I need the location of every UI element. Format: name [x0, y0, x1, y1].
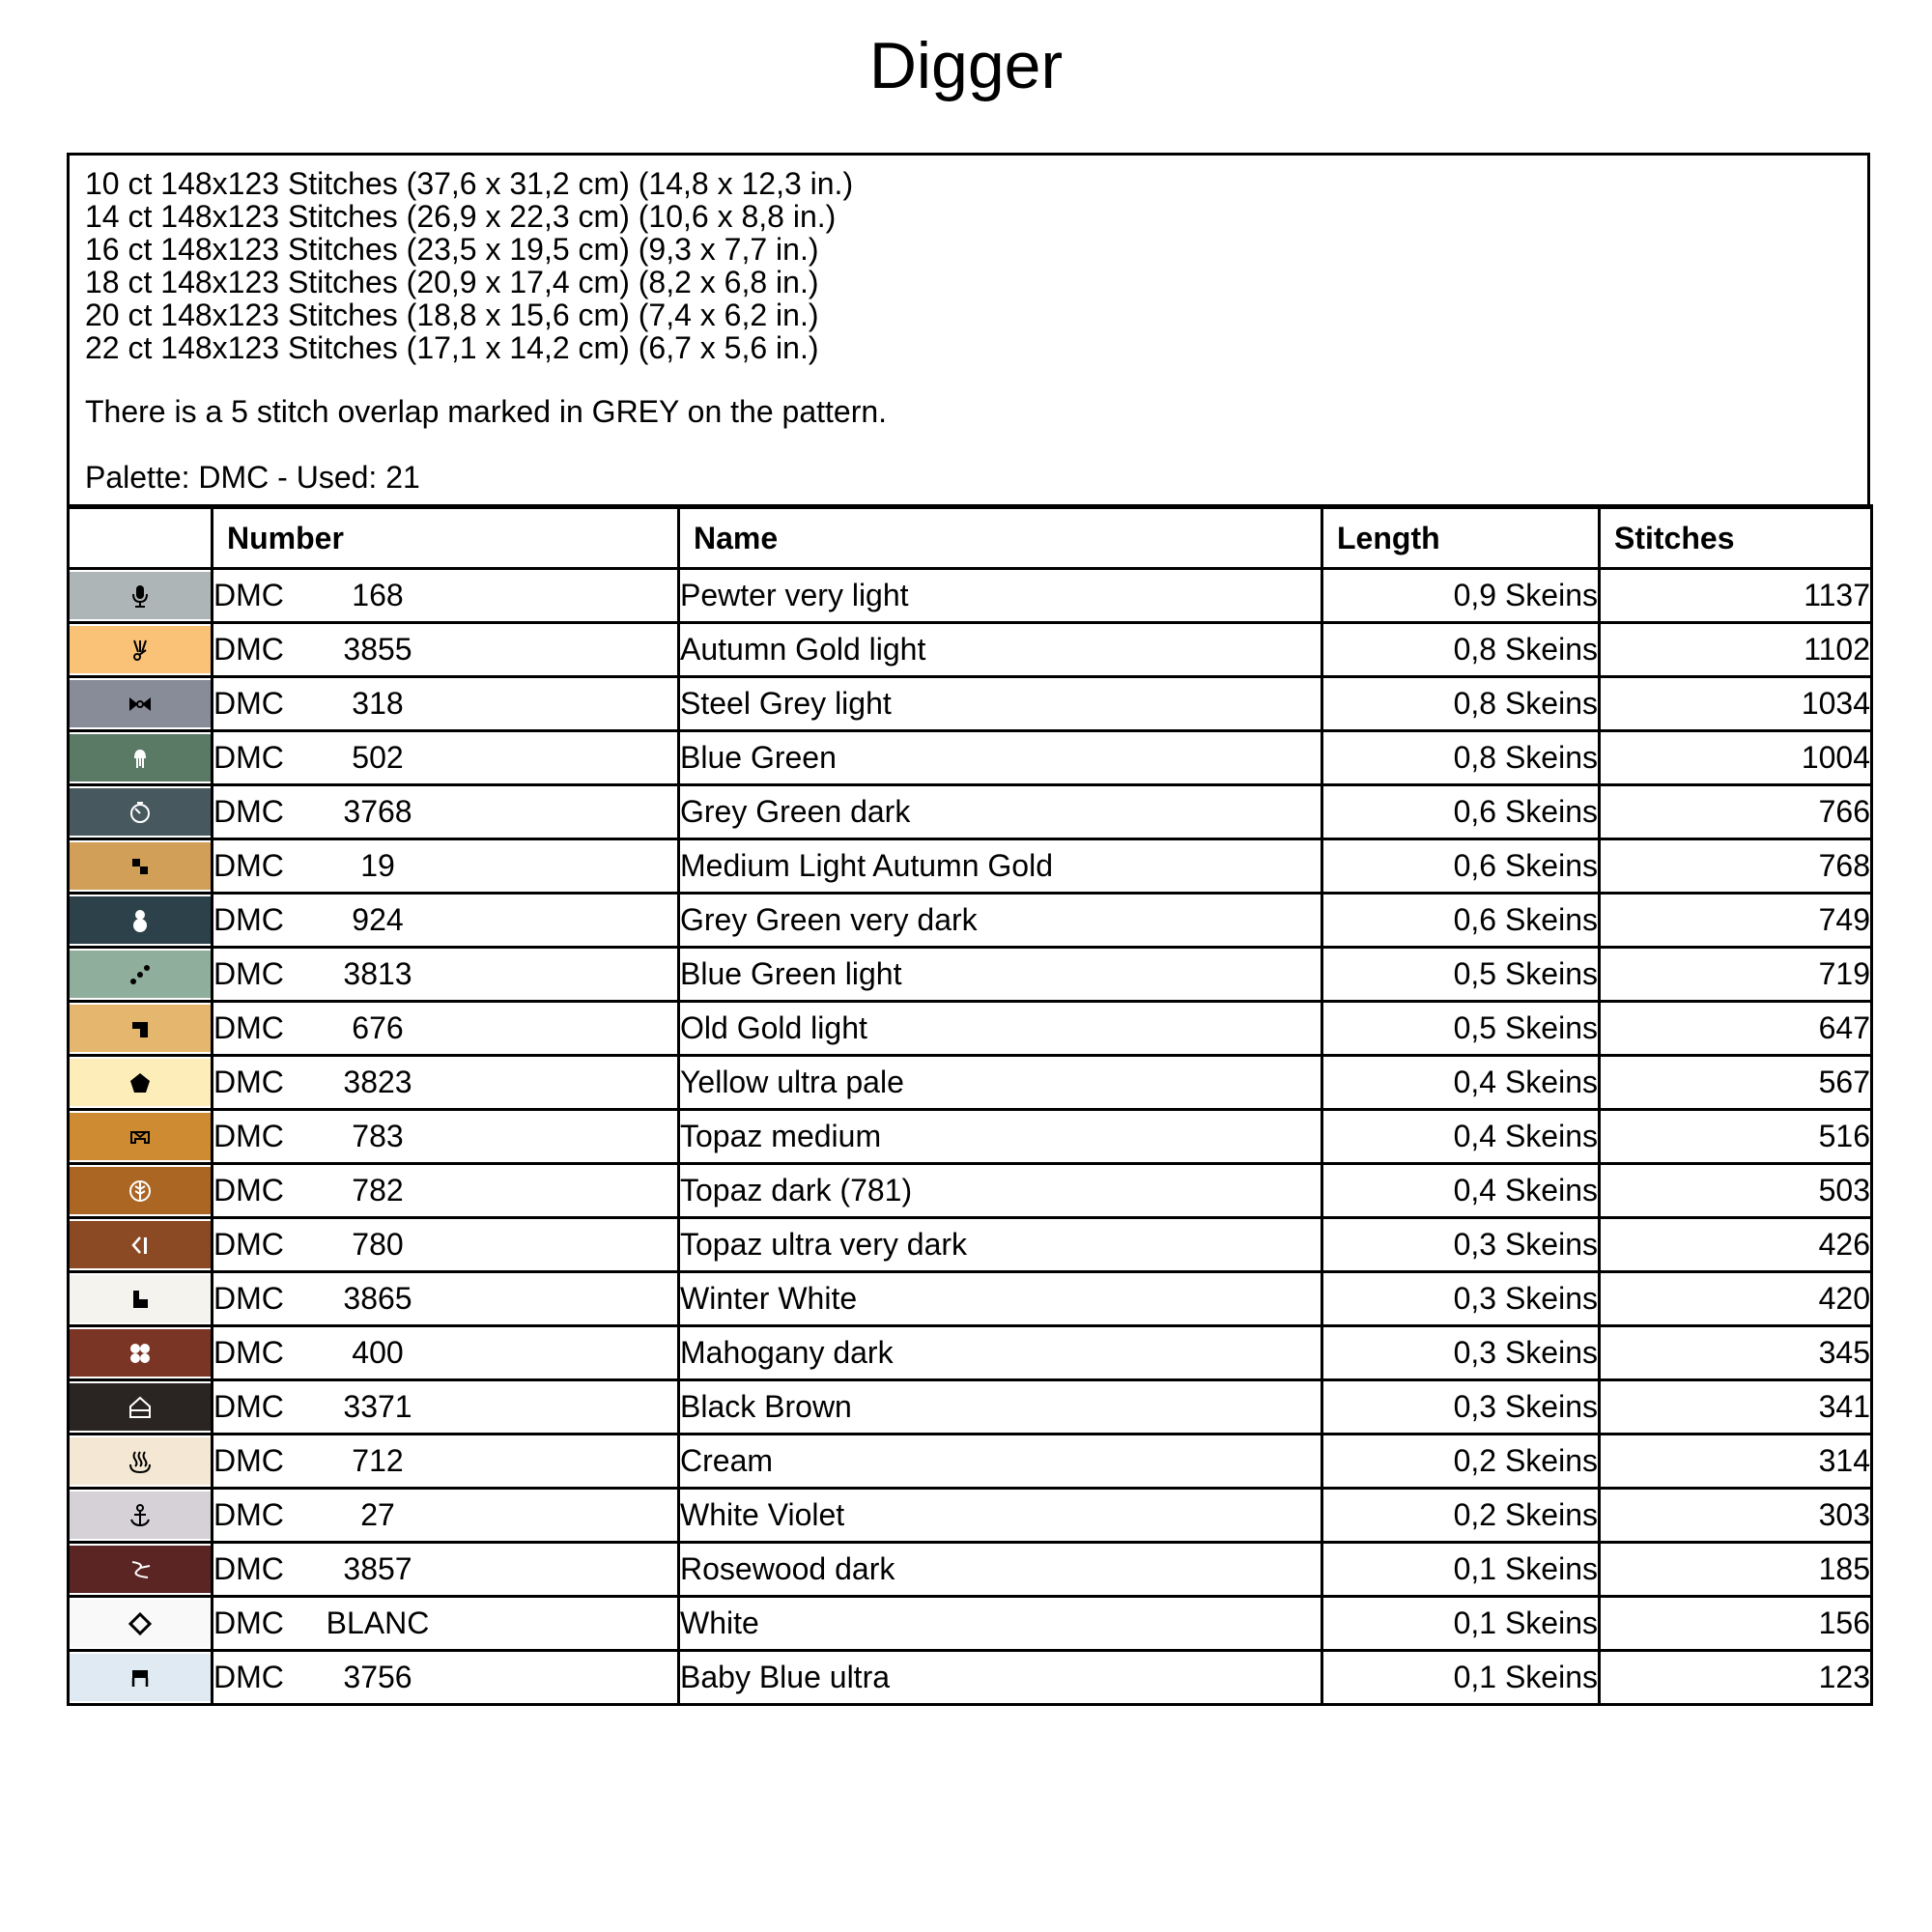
thread-brand: DMC	[213, 1605, 284, 1640]
thread-name: White	[679, 1597, 1322, 1651]
thread-stitches: 1034	[1600, 677, 1872, 731]
color-swatch	[70, 1221, 211, 1268]
thread-name: Medium Light Autumn Gold	[679, 839, 1322, 894]
thread-stitches: 1137	[1600, 569, 1872, 623]
color-swatch-cell	[69, 839, 213, 894]
thread-number-cell	[213, 1326, 679, 1380]
thread-stitches: 647	[1600, 1002, 1872, 1056]
house-icon	[127, 1394, 154, 1421]
table-row	[69, 623, 1872, 677]
thread-stitches: 516	[1600, 1110, 1872, 1164]
pentagon-icon	[127, 1069, 154, 1096]
thread-number-cell	[213, 948, 679, 1002]
table-row	[69, 1272, 1872, 1326]
thread-stitches: 768	[1600, 839, 1872, 894]
color-swatch	[70, 1275, 211, 1322]
table-row	[69, 1651, 1872, 1705]
sofa-icon	[127, 1123, 154, 1151]
color-swatch	[70, 1600, 211, 1647]
fabric-size-10ct: 10 ct 148x123 Stitches (37,6 x 31,2 cm) (14,8 x 12,3 in.)	[85, 166, 854, 201]
thread-rows	[69, 569, 1872, 1705]
color-swatch	[70, 680, 211, 727]
header-symbol	[69, 507, 213, 569]
table-row	[69, 948, 1872, 1002]
color-swatch-cell	[69, 785, 213, 839]
color-swatch	[70, 1005, 211, 1052]
thread-length: 0,4 Skeins	[1322, 1110, 1600, 1164]
color-swatch-cell	[69, 1056, 213, 1110]
table-row	[69, 1326, 1872, 1380]
thread-length: 0,6 Skeins	[1322, 785, 1600, 839]
table-row	[69, 1435, 1872, 1489]
thread-code: 783	[352, 1119, 404, 1153]
thread-brand: DMC	[213, 1065, 284, 1099]
color-swatch-cell	[69, 1272, 213, 1326]
stool-icon	[127, 1664, 154, 1691]
thread-number-cell	[213, 1651, 679, 1705]
four-leaf-icon	[127, 1340, 154, 1367]
needle-thread-icon	[127, 1556, 154, 1583]
thread-stitches: 123	[1600, 1651, 1872, 1705]
checker-icon	[127, 853, 154, 880]
thread-name: Topaz dark (781)	[679, 1164, 1322, 1218]
thread-stitches: 766	[1600, 785, 1872, 839]
thread-brand: DMC	[213, 1660, 284, 1694]
thread-code: 3823	[343, 1065, 412, 1099]
color-swatch-cell	[69, 1597, 213, 1651]
thread-length: 0,5 Skeins	[1322, 1002, 1600, 1056]
thread-number-cell	[213, 1218, 679, 1272]
thread-code: 3371	[343, 1389, 412, 1424]
thread-name: White Violet	[679, 1489, 1322, 1543]
corner-block-icon	[127, 1286, 154, 1313]
thread-brand: DMC	[213, 1497, 284, 1532]
thread-length: 0,8 Skeins	[1322, 677, 1600, 731]
color-swatch-cell	[69, 569, 213, 623]
color-swatch-cell	[69, 1002, 213, 1056]
thread-length: 0,3 Skeins	[1322, 1272, 1600, 1326]
dots-diagonal-icon	[127, 961, 154, 988]
thread-name: Old Gold light	[679, 1002, 1322, 1056]
microphone-icon	[127, 582, 154, 610]
thread-length: 0,8 Skeins	[1322, 623, 1600, 677]
thread-brand: DMC	[213, 848, 284, 883]
thread-number-cell	[213, 1164, 679, 1218]
color-swatch-cell	[69, 1164, 213, 1218]
header-number: Number	[213, 507, 679, 569]
thread-brand: DMC	[213, 1227, 284, 1262]
thread-code: 502	[352, 740, 404, 775]
thread-code: 3855	[343, 632, 412, 667]
table-row	[69, 785, 1872, 839]
thread-stitches: 503	[1600, 1164, 1872, 1218]
thread-number-cell	[213, 1272, 679, 1326]
thread-brand: DMC	[213, 1281, 284, 1316]
color-swatch	[70, 1383, 211, 1431]
thread-length: 0,5 Skeins	[1322, 948, 1600, 1002]
color-swatch-cell	[69, 623, 213, 677]
thread-code: 3857	[343, 1551, 412, 1586]
thread-stitches: 719	[1600, 948, 1872, 1002]
thread-stitches: 185	[1600, 1543, 1872, 1597]
thread-code: 780	[352, 1227, 404, 1262]
circle-leaf-icon	[127, 1178, 154, 1205]
thread-name: Mahogany dark	[679, 1326, 1322, 1380]
thread-stitches: 749	[1600, 894, 1872, 948]
fabric-size-list	[85, 167, 853, 364]
thread-brand: DMC	[213, 1335, 284, 1370]
table-row	[69, 731, 1872, 785]
fabric-size-16ct: 16 ct 148x123 Stitches (23,5 x 19,5 cm) (9,3 x 7,7 in.)	[85, 232, 819, 267]
thread-number-cell	[213, 894, 679, 948]
thread-brand: DMC	[213, 902, 284, 937]
thread-number-cell	[213, 1543, 679, 1597]
thread-code: 712	[352, 1443, 404, 1478]
thread-code: 782	[352, 1173, 404, 1208]
thread-brand: DMC	[213, 686, 284, 721]
thread-name: Steel Grey light	[679, 677, 1322, 731]
table-row	[69, 1597, 1872, 1651]
thread-stitches: 426	[1600, 1218, 1872, 1272]
color-swatch-cell	[69, 677, 213, 731]
thread-length: 0,1 Skeins	[1322, 1543, 1600, 1597]
color-swatch	[70, 572, 211, 619]
thread-length: 0,3 Skeins	[1322, 1218, 1600, 1272]
chevron-bar-icon	[127, 1232, 154, 1259]
header-length: Length	[1322, 507, 1600, 569]
color-swatch	[70, 626, 211, 673]
color-swatch-cell	[69, 1435, 213, 1489]
thread-length: 0,3 Skeins	[1322, 1326, 1600, 1380]
thread-code: 19	[360, 848, 395, 883]
thread-brand: DMC	[213, 1010, 284, 1045]
thread-code: 318	[352, 686, 404, 721]
thread-code: 3768	[343, 794, 412, 829]
thread-code: 27	[360, 1497, 395, 1532]
thread-number-cell	[213, 1380, 679, 1435]
table-row	[69, 677, 1872, 731]
color-swatch	[70, 951, 211, 998]
color-swatch	[70, 1492, 211, 1539]
table-row	[69, 1489, 1872, 1543]
bowtie-icon	[127, 691, 154, 718]
table-header-row	[69, 507, 1872, 569]
table-row	[69, 1218, 1872, 1272]
lamp-icon	[127, 745, 154, 772]
thread-code: 676	[352, 1010, 404, 1045]
overlap-note: There is a 5 stitch overlap marked in GREY on the pattern.	[85, 394, 888, 429]
thread-code: 3865	[343, 1281, 412, 1316]
thread-length: 0,3 Skeins	[1322, 1380, 1600, 1435]
thread-name: Topaz ultra very dark	[679, 1218, 1322, 1272]
thread-name: Grey Green dark	[679, 785, 1322, 839]
thread-number-cell	[213, 785, 679, 839]
thread-length: 0,6 Skeins	[1322, 839, 1600, 894]
header-stitches: Stitches	[1600, 507, 1872, 569]
color-swatch	[70, 1437, 211, 1485]
thread-code: 924	[352, 902, 404, 937]
table-row	[69, 1056, 1872, 1110]
thread-stitches: 1102	[1600, 623, 1872, 677]
thread-stitches: 341	[1600, 1380, 1872, 1435]
color-swatch	[70, 1167, 211, 1214]
hot-spring-icon	[127, 1448, 154, 1475]
thread-number-cell	[213, 623, 679, 677]
thread-name: Rosewood dark	[679, 1543, 1322, 1597]
thread-brand: DMC	[213, 578, 284, 612]
tuning-fork-icon	[127, 637, 154, 664]
color-swatch	[70, 842, 211, 890]
thread-number-cell	[213, 1002, 679, 1056]
color-swatch-cell	[69, 731, 213, 785]
color-swatch	[70, 1113, 211, 1160]
table-row	[69, 1543, 1872, 1597]
thread-number-cell	[213, 1435, 679, 1489]
thread-length: 0,4 Skeins	[1322, 1164, 1600, 1218]
color-swatch-cell	[69, 1651, 213, 1705]
fabric-size-14ct: 14 ct 148x123 Stitches (26,9 x 22,3 cm) (10,6 x 8,8 in.)	[85, 199, 837, 234]
fabric-size-20ct: 20 ct 148x123 Stitches (18,8 x 15,6 cm) (7,4 x 6,2 in.)	[85, 298, 819, 332]
thread-name: Grey Green very dark	[679, 894, 1322, 948]
thread-length: 0,8 Skeins	[1322, 731, 1600, 785]
pattern-info-box	[67, 153, 1870, 505]
table-row	[69, 569, 1872, 623]
thread-name: Baby Blue ultra	[679, 1651, 1322, 1705]
thread-brand: DMC	[213, 1119, 284, 1153]
thread-length: 0,1 Skeins	[1322, 1597, 1600, 1651]
timer-icon	[127, 799, 154, 826]
thread-stitches: 303	[1600, 1489, 1872, 1543]
thread-legend-table	[67, 504, 1873, 1706]
thread-number-cell	[213, 569, 679, 623]
table-row	[69, 894, 1872, 948]
thread-length: 0,4 Skeins	[1322, 1056, 1600, 1110]
thread-brand: DMC	[213, 956, 284, 991]
thread-number-cell	[213, 839, 679, 894]
color-swatch-cell	[69, 1380, 213, 1435]
thread-name: Black Brown	[679, 1380, 1322, 1435]
thread-number-cell	[213, 731, 679, 785]
thread-name: Blue Green	[679, 731, 1322, 785]
color-swatch	[70, 896, 211, 944]
anchor-icon	[127, 1502, 154, 1529]
fabric-size-18ct: 18 ct 148x123 Stitches (20,9 x 17,4 cm) (8,2 x 6,8 in.)	[85, 265, 819, 299]
thread-stitches: 345	[1600, 1326, 1872, 1380]
color-swatch	[70, 734, 211, 781]
thread-number-cell	[213, 1110, 679, 1164]
thread-code: 168	[352, 578, 404, 612]
thread-length: 0,1 Skeins	[1322, 1651, 1600, 1705]
thread-brand: DMC	[213, 1443, 284, 1478]
palette-note: Palette: DMC - Used: 21	[85, 460, 420, 495]
color-swatch	[70, 1546, 211, 1593]
thread-stitches: 420	[1600, 1272, 1872, 1326]
thread-name: Cream	[679, 1435, 1322, 1489]
thread-stitches: 567	[1600, 1056, 1872, 1110]
thread-brand: DMC	[213, 1173, 284, 1208]
color-swatch-cell	[69, 1543, 213, 1597]
thread-name: Pewter very light	[679, 569, 1322, 623]
page-title: Digger	[868, 29, 1064, 102]
thread-brand: DMC	[213, 1389, 284, 1424]
color-swatch	[70, 1654, 211, 1701]
table-row	[69, 1380, 1872, 1435]
thread-code: BLANC	[326, 1605, 430, 1640]
fabric-size-22ct: 22 ct 148x123 Stitches (17,1 x 14,2 cm) (6,7 x 5,6 in.)	[85, 330, 819, 365]
thread-brand: DMC	[213, 740, 284, 775]
thread-length: 0,2 Skeins	[1322, 1489, 1600, 1543]
table-row	[69, 1002, 1872, 1056]
color-swatch-cell	[69, 1489, 213, 1543]
step-block-icon	[127, 1015, 154, 1042]
table-row	[69, 1110, 1872, 1164]
color-swatch	[70, 1329, 211, 1377]
thread-stitches: 314	[1600, 1435, 1872, 1489]
color-swatch-cell	[69, 948, 213, 1002]
header-name: Name	[679, 507, 1322, 569]
thread-stitches: 1004	[1600, 731, 1872, 785]
thread-code: 3813	[343, 956, 412, 991]
thread-code: 3756	[343, 1660, 412, 1694]
thread-name: Topaz medium	[679, 1110, 1322, 1164]
color-swatch-cell	[69, 894, 213, 948]
table-row	[69, 1164, 1872, 1218]
thread-number-cell	[213, 677, 679, 731]
diamond-outline-icon	[127, 1610, 154, 1637]
thread-length: 0,2 Skeins	[1322, 1435, 1600, 1489]
color-swatch-cell	[69, 1326, 213, 1380]
thread-code: 400	[352, 1335, 404, 1370]
thread-brand: DMC	[213, 1551, 284, 1586]
thread-number-cell	[213, 1597, 679, 1651]
color-swatch	[70, 1059, 211, 1106]
thread-name: Blue Green light	[679, 948, 1322, 1002]
thread-name: Autumn Gold light	[679, 623, 1322, 677]
snowman-icon	[127, 907, 154, 934]
thread-brand: DMC	[213, 632, 284, 667]
color-swatch-cell	[69, 1218, 213, 1272]
color-swatch	[70, 788, 211, 836]
table-row	[69, 839, 1872, 894]
thread-length: 0,6 Skeins	[1322, 894, 1600, 948]
thread-number-cell	[213, 1056, 679, 1110]
thread-number-cell	[213, 1489, 679, 1543]
thread-brand: DMC	[213, 794, 284, 829]
color-swatch-cell	[69, 1110, 213, 1164]
thread-length: 0,9 Skeins	[1322, 569, 1600, 623]
thread-name: Yellow ultra pale	[679, 1056, 1322, 1110]
thread-name: Winter White	[679, 1272, 1322, 1326]
thread-stitches: 156	[1600, 1597, 1872, 1651]
